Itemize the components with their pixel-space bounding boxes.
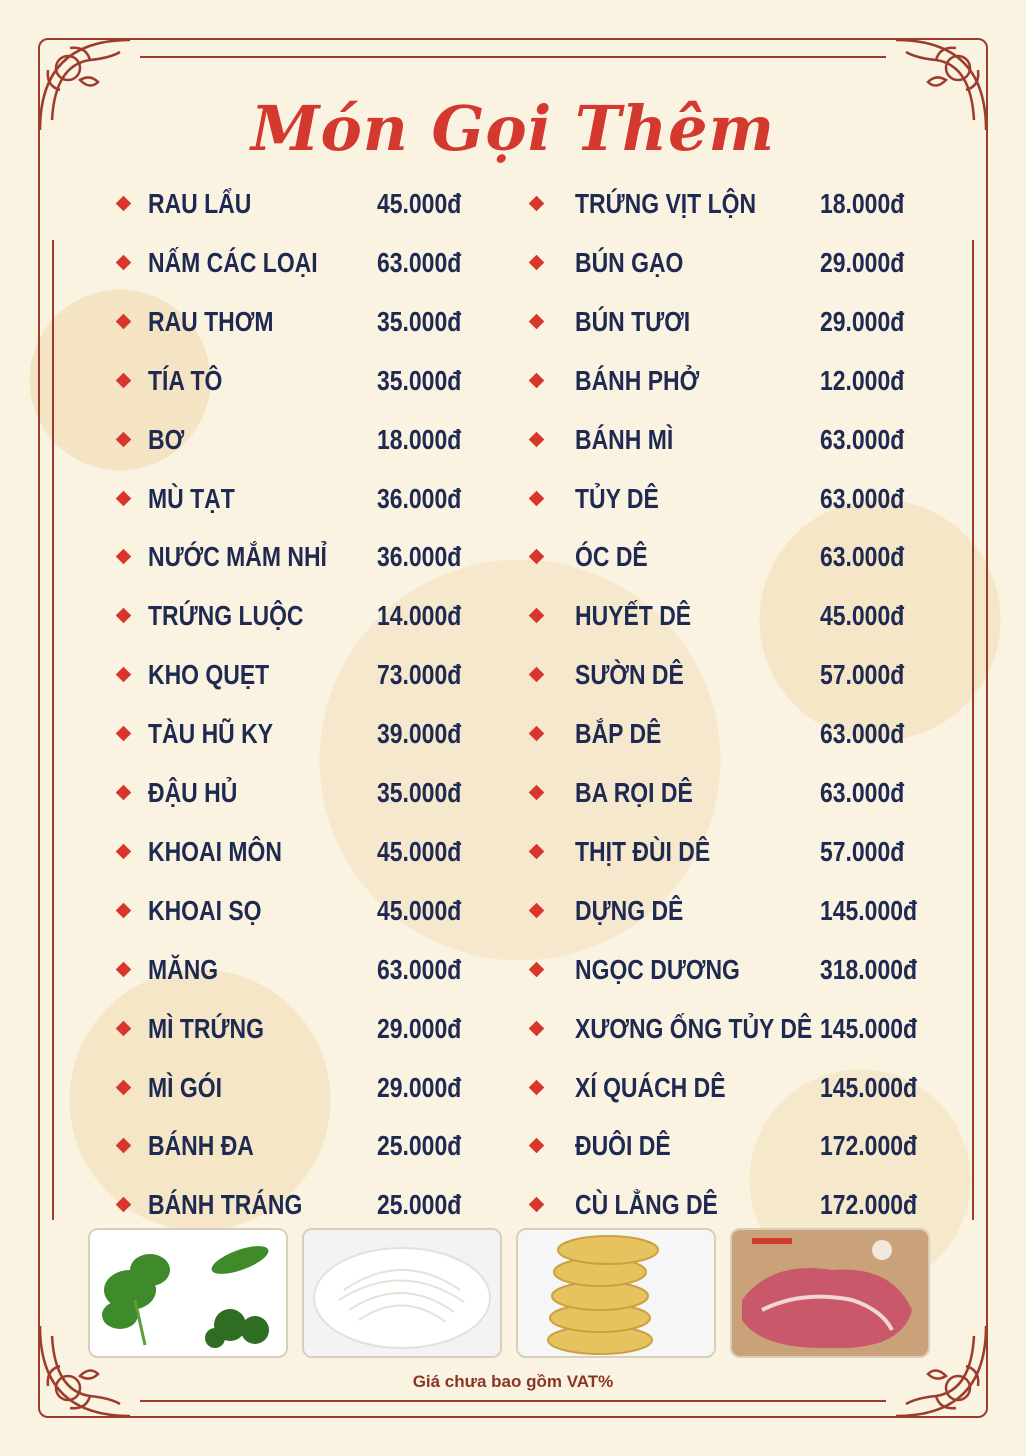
menu-item-name: BƠ <box>148 424 185 455</box>
menu-item-name: MÌ GÓI <box>148 1072 222 1103</box>
menu-item-name: NGỌC DƯƠNG <box>575 954 740 985</box>
menu-item-name: ĐUÔI DÊ <box>575 1130 671 1161</box>
menu-item-name: BÚN GẠO <box>575 247 684 278</box>
menu-item-name: MÌ TRỨNG <box>148 1013 264 1044</box>
menu-item-price: 172.000đ <box>820 1130 918 1161</box>
menu-item-price: 318.000đ <box>820 954 918 985</box>
menu-item-name: NẤM CÁC LOẠI <box>148 247 318 278</box>
menu-item-name: BÁNH ĐA <box>148 1130 254 1161</box>
menu-item-price: 36.000đ <box>377 541 462 572</box>
menu-item-price: 35.000đ <box>377 365 462 396</box>
menu-item-price: 45.000đ <box>377 895 462 926</box>
menu-item-price: 29.000đ <box>377 1072 462 1103</box>
menu-item-price: 29.000đ <box>820 247 905 278</box>
menu-item-price: 36.000đ <box>377 483 462 514</box>
menu-item-name: TÀU HŨ KY <box>148 718 274 749</box>
menu-item-name: SƯỜN DÊ <box>575 659 684 690</box>
menu-item-price: 35.000đ <box>377 777 462 808</box>
menu-item-name: XÍ QUÁCH DÊ <box>575 1072 726 1103</box>
menu-item-name: TÍA TÔ <box>148 365 223 396</box>
menu-item-price: 18.000đ <box>820 188 905 219</box>
menu-item-name: THỊT ĐÙI DÊ <box>575 836 711 867</box>
top-rule <box>140 56 886 58</box>
vat-note: Giá chưa bao gồm VAT% <box>412 1372 614 1391</box>
menu-item-price: 12.000đ <box>820 365 905 396</box>
menu-item-price: 29.000đ <box>820 306 905 337</box>
menu-item-name: BÚN TƯƠI <box>575 306 691 337</box>
menu-item-name: BẮP DÊ <box>575 718 662 749</box>
menu-item-price: 14.000đ <box>377 600 462 631</box>
menu-item-price: 57.000đ <box>820 836 905 867</box>
menu-item-name: TRỨNG VỊT LỘN <box>575 188 757 219</box>
menu-item-price: 172.000đ <box>820 1189 918 1220</box>
menu-item-price: 35.000đ <box>377 306 462 337</box>
menu-item-price: 63.000đ <box>820 541 905 572</box>
menu-item-price: 45.000đ <box>820 600 905 631</box>
menu-item-name: RAU LẨU <box>148 188 252 219</box>
menu-item-name: KHOAI MÔN <box>148 836 282 867</box>
rice-noodles-photo <box>302 1228 502 1358</box>
menu-item-name: XƯƠNG ỐNG TỦY DÊ <box>575 1013 813 1044</box>
menu-item-name: MĂNG <box>148 954 219 985</box>
bottom-rule <box>140 1400 886 1402</box>
menu-item-price: 63.000đ <box>377 247 462 278</box>
menu-item-price: 45.000đ <box>377 836 462 867</box>
vegetables-photo <box>88 1228 288 1358</box>
menu-item-price: 45.000đ <box>377 188 462 219</box>
egg-noodles-photo <box>516 1228 716 1358</box>
menu-item-price: 18.000đ <box>377 424 462 455</box>
goat-meat-photo <box>730 1228 930 1358</box>
menu-item-name: RAU THƠM <box>148 306 274 337</box>
menu-item-name: CÙ LẲNG DÊ <box>575 1189 718 1220</box>
menu-item-price: 63.000đ <box>820 718 905 749</box>
menu-item-price: 145.000đ <box>820 1072 918 1103</box>
menu-item-name: KHOAI SỌ <box>148 895 262 926</box>
menu-item-name: NƯỚC MẮM NHỈ <box>148 541 327 572</box>
menu-item-name: ĐẬU HỦ <box>148 777 238 808</box>
menu-item-name: MÙ TẠT <box>148 483 235 514</box>
menu-item-price: 25.000đ <box>377 1189 462 1220</box>
menu-item-name: DỰNG DÊ <box>575 895 684 926</box>
menu-item-name: ÓC DÊ <box>575 541 648 572</box>
menu-item-price: 29.000đ <box>377 1013 462 1044</box>
menu-item-price: 63.000đ <box>820 777 905 808</box>
menu-item-name: TỦY DÊ <box>575 483 659 514</box>
menu-item-price: 25.000đ <box>377 1130 462 1161</box>
menu-item-name: BÁNH PHỞ <box>575 365 700 396</box>
menu-item-name: BÁNH TRÁNG <box>148 1189 303 1220</box>
menu-item-name: TRỨNG LUỘC <box>148 600 304 631</box>
menu-item-price: 63.000đ <box>377 954 462 985</box>
menu-title: Món Gọi Thêm <box>250 92 776 165</box>
menu-item-name: BÁNH MÌ <box>575 424 674 455</box>
menu-item-price: 63.000đ <box>820 483 905 514</box>
menu-item-name: HUYẾT DÊ <box>575 600 692 631</box>
menu-item-price: 39.000đ <box>377 718 462 749</box>
menu-item-price: 145.000đ <box>820 895 918 926</box>
menu-item-price: 145.000đ <box>820 1013 918 1044</box>
menu-item-name: KHO QUẸT <box>148 659 270 690</box>
menu-item-name: BA RỌI DÊ <box>575 777 693 808</box>
menu-item-price: 73.000đ <box>377 659 462 690</box>
menu-item-price: 57.000đ <box>820 659 905 690</box>
menu-item-price: 63.000đ <box>820 424 905 455</box>
